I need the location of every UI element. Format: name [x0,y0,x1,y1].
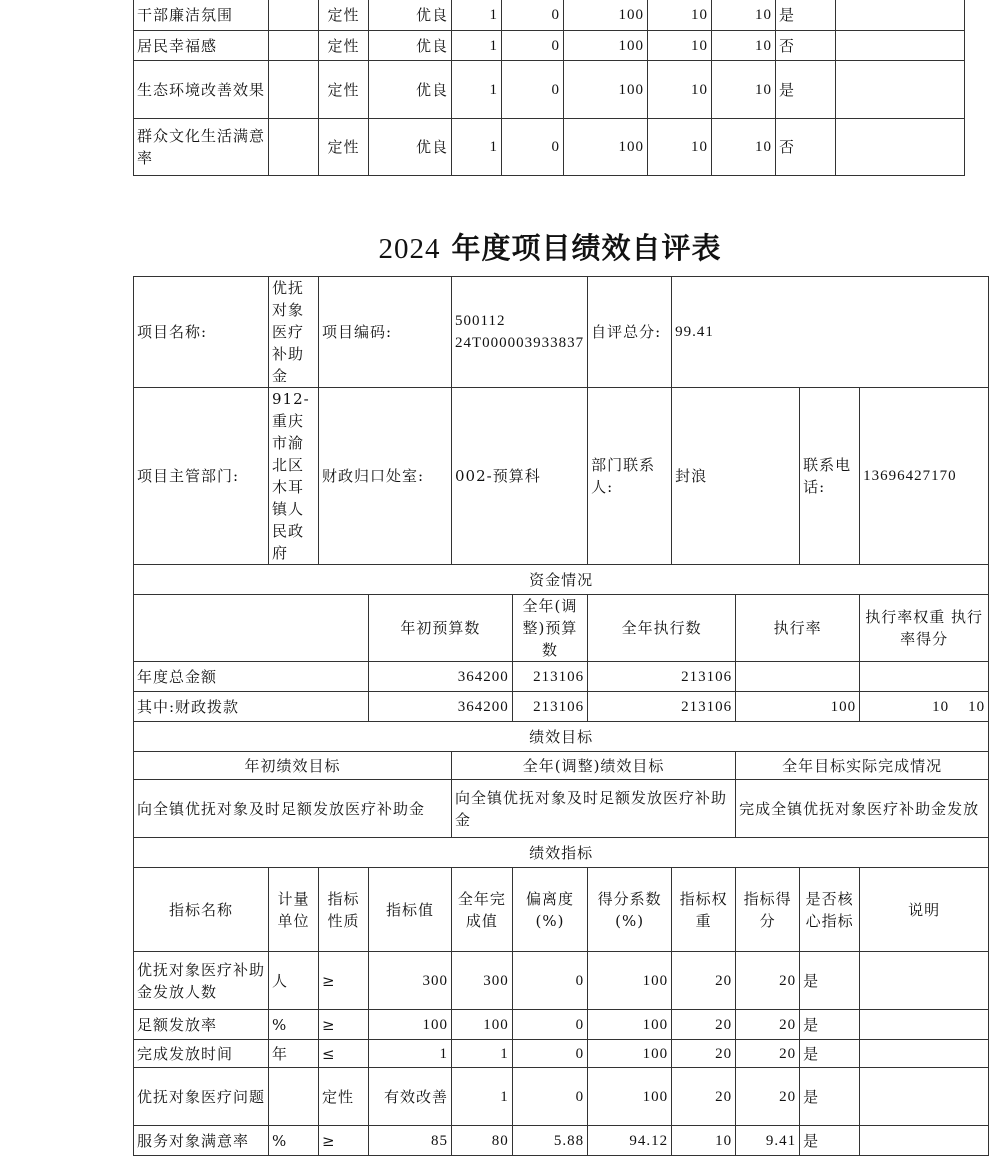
table-row [134,692,989,722]
ind-header-core: 是否核心指标 [800,868,860,952]
indicator-core: 是 [800,1068,860,1126]
table-row [134,1068,989,1126]
indicator-coef: 94.12 [588,1126,672,1156]
project-evaluation-table [133,276,989,1156]
indicator-actual: 1 [452,119,502,176]
indicator-target: 1 [369,1040,452,1068]
table-row [134,1040,989,1068]
table-row [134,61,965,119]
indicator-actual: 100 [452,1010,513,1040]
funds-header-adjusted: 全年(调整)预算数 [512,595,587,662]
indicator-core: 是 [800,1010,860,1040]
phone: 13696427170 [860,388,989,565]
indicator-core: 是 [800,952,860,1010]
indicator-core: 否 [776,31,836,61]
goals-header-adjusted: 全年(调整)绩效目标 [452,752,736,780]
funds-header-rate-score: 执行率得分 [900,608,984,648]
funds-executed: 213106 [588,692,736,722]
indicator-core: 否 [776,119,836,176]
table-row [134,838,989,868]
ind-header-actual: 全年完成值 [452,868,513,952]
ind-header-nature: 指标性质 [319,868,369,952]
indicator-target: 优良 [369,31,452,61]
table-row [134,780,989,838]
indicator-score: 10 [712,61,776,119]
indicator-name: 优抚对象医疗问题 [134,1068,269,1126]
dept-label: 项目主管部门: [134,388,269,565]
indicator-target: 100 [369,1010,452,1040]
self-score-label: 自评总分: [588,277,672,388]
indicator-target: 85 [369,1126,452,1156]
indicator-score: 9.41 [736,1126,800,1156]
indicator-coef: 100 [588,1010,672,1040]
indicator-weight: 20 [672,1068,736,1126]
indicator-actual: 1 [452,31,502,61]
funds-rate [736,662,860,692]
table-row [134,722,989,752]
goals-adjusted: 向全镇优抚对象及时足额发放医疗补助金 [452,780,736,838]
indicator-weight: 10 [648,31,712,61]
table-row [134,565,989,595]
indicator-actual: 1 [452,0,502,31]
indicator-weight: 20 [672,1040,736,1068]
indicator-deviation: 0 [512,952,587,1010]
table-row [134,0,965,31]
title-year: 2024 [378,233,441,265]
table-row [134,868,989,952]
indicator-unit: 年 [269,1040,319,1068]
indicator-score: 20 [736,1010,800,1040]
ind-header-weight: 指标权重 [672,868,736,952]
indicator-core: 是 [776,61,836,119]
funds-rate: 100 [736,692,860,722]
indicator-nature: 定性 [319,61,369,119]
goals-header-actual: 全年目标实际完成情况 [736,752,989,780]
indicator-score: 10 [712,0,776,31]
indicator-weight: 20 [672,952,736,1010]
project-code: 500112 24T000003933837 [452,277,588,388]
table-row [134,277,989,388]
indicator-weight: 10 [648,119,712,176]
ind-header-name: 指标名称 [134,868,269,952]
indicator-coef: 100 [564,61,648,119]
table-row [134,388,989,565]
indicator-unit: 人 [269,952,319,1010]
contact-label: 部门联系人: [588,388,672,565]
funds-adjusted: 213106 [512,692,587,722]
funds-row-label: 其中:财政拨款 [134,692,369,722]
indicator-core: 是 [800,1126,860,1156]
indicator-nature: ≥ [319,952,369,1010]
indicator-coef: 100 [588,1068,672,1126]
indicator-deviation: 5.88 [512,1126,587,1156]
indicator-weight: 10 [648,0,712,31]
indicator-deviation: 0 [502,119,564,176]
indicator-actual: 80 [452,1126,513,1156]
indicator-deviation: 0 [502,61,564,119]
funds-header-rate: 执行率 [736,595,860,662]
indicator-coef: 100 [564,31,648,61]
table-row [134,119,965,176]
indicator-target: 优良 [369,0,452,31]
funds-weight-score [860,692,989,722]
project-code-label: 项目编码: [319,277,452,388]
indicator-weight: 20 [672,1010,736,1040]
dept: 912-重庆市渝北区木耳镇人民政府 [269,388,319,565]
indicator-score: 20 [736,1068,800,1126]
indicator-unit: % [269,1126,319,1156]
indicator-name: 足额发放率 [134,1010,269,1040]
indicator-coef: 100 [564,0,648,31]
table-row [134,31,965,61]
indicator-target: 优良 [369,119,452,176]
funds-score: 10 [968,698,986,715]
indicator-actual: 1 [452,61,502,119]
indicator-deviation: 0 [512,1040,587,1068]
funds-header-rate-weight: 执行率权重 [865,608,946,626]
indicator-core: 是 [776,0,836,31]
phone-label: 联系电话: [800,388,860,565]
ind-header-note: 说明 [860,868,989,952]
contact: 封浪 [672,388,800,565]
indicator-deviation: 0 [502,0,564,31]
indicator-weight: 10 [672,1126,736,1156]
indicator-name: 服务对象满意率 [134,1126,269,1156]
project-name: 优抚对象医疗补助金 [269,277,319,388]
indicator-score: 10 [712,119,776,176]
funds-adjusted: 213106 [512,662,587,692]
table-row [134,952,989,1010]
funds-header-initial: 年初预算数 [369,595,513,662]
indicator-nature: ≥ [319,1010,369,1040]
funds-weight: 10 [932,698,950,715]
indicator-target: 300 [369,952,452,1010]
indicator-nature: 定性 [319,31,369,61]
funds-row-label: 年度总金额 [134,662,369,692]
indicator-name: 完成发放时间 [134,1040,269,1068]
indicator-name: 干部廉洁氛围 [134,0,269,31]
indicator-coef: 100 [588,952,672,1010]
indicator-coef: 100 [588,1040,672,1068]
self-score: 99.41 [672,277,989,388]
table-row [134,1010,989,1040]
title-text: 年度项目绩效自评表 [451,231,722,265]
ind-header-unit: 计量单位 [269,868,319,952]
table-row [134,595,989,662]
funds-header-executed: 全年执行数 [588,595,736,662]
indicator-unit [269,1068,319,1126]
funds-initial: 364200 [369,692,513,722]
indicator-actual: 1 [452,1068,513,1126]
goals-section-header: 绩效目标 [134,722,989,752]
indicator-score: 20 [736,1040,800,1068]
indicator-nature: 定性 [319,0,369,31]
indicator-name: 居民幸福感 [134,31,269,61]
funds-header-rate-weight-score [860,595,989,662]
finance-office: 002-预算科 [452,388,588,565]
indicator-nature: 定性 [319,119,369,176]
goals-initial: 向全镇优抚对象及时足额发放医疗补助金 [134,780,452,838]
project-name-label: 项目名称: [134,277,269,388]
funds-section-header: 资金情况 [134,565,989,595]
funds-executed: 213106 [588,662,736,692]
indicator-target: 优良 [369,61,452,119]
page-title [0,226,1000,267]
indicator-target: 有效改善 [369,1068,452,1126]
indicator-score: 20 [736,952,800,1010]
indicators-section-header: 绩效指标 [134,838,989,868]
indicator-actual: 1 [452,1040,513,1068]
ind-header-target: 指标值 [369,868,452,952]
table-row [134,752,989,780]
goals-header-initial: 年初绩效目标 [134,752,452,780]
indicator-name: 群众文化生活满意率 [134,119,269,176]
indicator-name: 优抚对象医疗补助金发放人数 [134,952,269,1010]
indicator-unit: % [269,1010,319,1040]
indicator-deviation: 0 [512,1010,587,1040]
table-row [134,1126,989,1156]
ind-header-deviation: 偏离度(%) [512,868,587,952]
indicator-weight: 10 [648,61,712,119]
indicator-name: 生态环境改善效果 [134,61,269,119]
indicator-coef: 100 [564,119,648,176]
indicator-score: 10 [712,31,776,61]
indicator-nature: ≤ [319,1040,369,1068]
indicator-deviation: 0 [512,1068,587,1126]
indicator-nature: ≥ [319,1126,369,1156]
indicator-deviation: 0 [502,31,564,61]
funds-initial: 364200 [369,662,513,692]
ind-header-coef: 得分系数(%) [588,868,672,952]
finance-office-label: 财政归口处室: [319,388,452,565]
indicator-core: 是 [800,1040,860,1068]
previous-indicator-table [133,0,965,176]
funds-weight-score [860,662,989,692]
goals-actual: 完成全镇优抚对象医疗补助金发放 [736,780,989,838]
ind-header-score: 指标得分 [736,868,800,952]
indicator-nature: 定性 [319,1068,369,1126]
table-row [134,662,989,692]
indicator-actual: 300 [452,952,513,1010]
